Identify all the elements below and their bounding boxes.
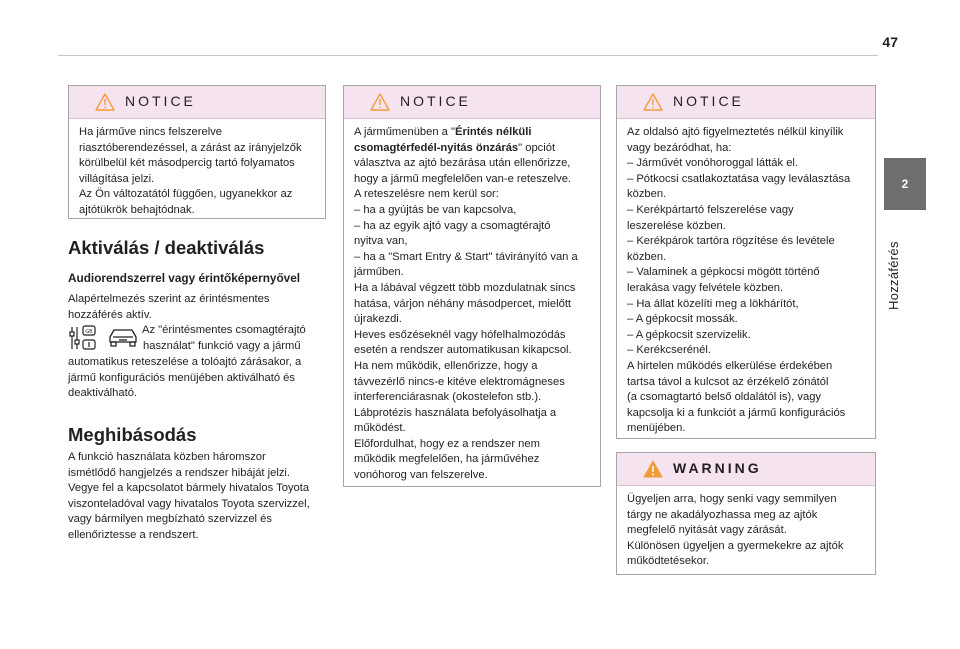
notice-box-3	[616, 85, 876, 439]
text-line: A hirtelen működés elkerülése érdekében	[627, 359, 833, 372]
text-line: ismétlődő hangjelzés a rendszer hibáját jelzi.	[68, 466, 291, 479]
text-line	[354, 125, 590, 141]
bold-text: csomagtérfedél-nyitás önzárás	[354, 141, 519, 154]
notice-body	[69, 119, 325, 219]
side-tab-label-text: Hozzáférés	[886, 241, 901, 310]
car-icon	[106, 323, 140, 353]
section-title-failure: Meghibásodás	[68, 423, 197, 445]
notice-header	[69, 86, 325, 119]
text-line: működik megfelelően, ha járművéhez	[354, 453, 540, 466]
text-line: Ügyeljen arra, hogy senki vagy semmilyen	[627, 493, 837, 505]
text-line: Vegye fel a kapcsolatot bármely hivatalos Toyota	[68, 482, 310, 495]
warning-heading: WARNING	[673, 460, 762, 476]
text-line: – Járművét vonóhoroggal látták el.	[627, 157, 799, 170]
text-line: – Kerékpártartó felszerelése vagy	[627, 203, 794, 216]
warning-box	[616, 452, 876, 575]
page-number: 47	[882, 34, 898, 50]
warning-body	[617, 486, 875, 570]
warning-triangle-outline-icon	[370, 93, 390, 111]
text-line: – Kerékcserénél.	[627, 344, 711, 357]
text-line: riasztóberendezéssel, a zárást az irányjelzők	[79, 141, 302, 154]
side-tab-label	[880, 210, 930, 320]
warning-header	[617, 453, 875, 486]
icon-row	[68, 323, 326, 355]
text-line: viszonteladóval vagy hivatalos Toyota szervizzel,	[68, 497, 310, 510]
text-line: A reteszelésre nem kerül sor:	[354, 188, 499, 201]
warning-triangle-outline-icon	[643, 93, 663, 111]
text-line: ellenőriztesse a rendszert.	[68, 528, 199, 541]
text-line: menüjében.	[627, 422, 686, 435]
text-line: ajtótükrök behajtódnak.	[79, 203, 195, 216]
text-line: működést.	[354, 422, 406, 435]
text-line: – ha a gyújtás be van kapcsolva,	[354, 203, 517, 216]
text-line: leszerelése közben.	[627, 219, 726, 232]
text-line: közben.	[627, 250, 667, 263]
notice-header	[617, 86, 875, 119]
text-line: villágítása jelzi.	[79, 172, 155, 185]
notice-body	[344, 119, 600, 484]
notice-box-2	[343, 85, 601, 487]
top-rule	[58, 55, 878, 56]
section-title-activation: Aktiválás / deaktiválás	[68, 237, 265, 258]
side-tab-number[interactable]: 2	[884, 158, 926, 210]
text-line: Előfordulhat, hogy ez a rendszer nem	[354, 437, 540, 450]
text-line: működtetésekor.	[627, 555, 710, 568]
text-line: Ha járműve nincs felszerelve	[79, 126, 223, 138]
warning-triangle-outline-icon	[95, 93, 115, 111]
text-line: hogy a jármű megfelelően van-e reteszelve.	[354, 172, 572, 185]
svg-text:GB: GB	[85, 329, 93, 336]
text-line: interferenciárasnak (okostelefon stb.).	[354, 391, 542, 404]
text-line: kapcsolja ki a funkciót a jármű konfigurációs	[627, 406, 846, 419]
text-line: lerakása vagy felvétele közben.	[627, 281, 784, 294]
notice-header	[344, 86, 600, 119]
notice-heading: NOTICE	[125, 93, 196, 109]
text-line: Különösen ügyeljen a gyermekekre az ajtók	[627, 539, 844, 552]
text-line: vonóhorog van felszerelve.	[354, 469, 488, 482]
vehicle-settings-icon	[68, 323, 98, 353]
text-line: választva az ajtó bezárása után ellenőrizze,	[354, 157, 571, 170]
text-line: A funkció használata közben háromszor	[68, 450, 266, 463]
text-line: – Ha állat közelíti meg a lökhárítót,	[627, 297, 799, 310]
text-line: Az oldalsó ajtó figyelmeztetés nélkül kinyílik	[627, 126, 844, 138]
text-line: – Valaminek a gépkocsi mögött történő	[627, 266, 820, 279]
text-line: – A gépkocsit szervizelik.	[627, 328, 751, 341]
text-line: távvezérlő nincs-e kitéve elektromágneses	[354, 375, 565, 388]
text-line: – Kerékpárok tartóra rögzítése és levétele	[627, 235, 835, 248]
text-line: – ha az egyik ajtó vagy a csomagtérajtó	[354, 219, 551, 232]
text-line: tárgy ne akadályozhassa meg az ajtók	[627, 508, 818, 521]
text-line: – Pótkocsi csatlakoztatása vagy leválasztása	[627, 172, 851, 185]
section-subtitle: Audiorendszerrel vagy érintőképernyővel	[68, 271, 301, 285]
text-line: vagy bármilyen megbízható szervizzel és	[68, 513, 272, 526]
text-line: vagy bezáródhat, ha:	[627, 141, 732, 154]
text-line: tartsa távol a kulcsot az érzékelő zónától	[627, 375, 829, 388]
text-line: Ha nem működik, ellenőrizze, hogy a	[354, 359, 538, 372]
text-line: Az "érintésmentes csomagtérajtó	[142, 324, 306, 337]
text-line: hozzáférés aktív.	[68, 308, 152, 321]
notice-box-1	[68, 85, 326, 219]
text-span: " opciót	[518, 141, 556, 154]
text-line: (a csomagtartó belső oldalától is), vagy	[627, 391, 822, 404]
text-line: Alapértelmezés szerint az érintésmentes	[68, 293, 270, 305]
text-line: nyitva van,	[354, 235, 408, 248]
text-line: automatikus reteszelése a tolóajtó zárásakor, a	[68, 356, 302, 369]
notice-body	[617, 119, 875, 437]
text-line: körülbelül két másodpercig tartó folyamatos	[79, 157, 295, 170]
text-line: közben.	[627, 188, 667, 201]
icon-group	[68, 323, 140, 353]
text-line: hatása, várjon néhány másodpercet, mielőtt	[354, 297, 572, 310]
text-line: járműben.	[354, 266, 404, 279]
text-line: deaktiválható.	[68, 387, 138, 400]
notice-heading: NOTICE	[400, 93, 471, 109]
text-line: megfelelő nyitását vagy zárását.	[627, 524, 787, 537]
text-line: Lábprotézis használata befolyásolhatja a	[354, 406, 557, 419]
text-line	[354, 141, 590, 157]
text-line: – ha a "Smart Entry & Start" távirányító van a	[354, 250, 578, 263]
warning-triangle-filled-icon	[643, 460, 663, 478]
text-line: Heves esőzéseknél vagy hófelhalmozódás	[354, 328, 566, 341]
bold-text: Érintés nélküli	[455, 126, 532, 138]
text-line: újrakezdi.	[354, 313, 402, 326]
text-line: Az Ön változatától függően, ugyanekkor az	[79, 188, 293, 201]
text-line: Ha a lábával végzett több mozdulatnak sincs	[354, 281, 576, 294]
icon-description	[142, 323, 326, 354]
text-line: jármű konfigurációs menüjében aktiválható és	[68, 371, 295, 384]
notice-heading: NOTICE	[673, 93, 744, 109]
text-span: A járműmenüben a "	[354, 126, 455, 138]
text-line: használat" funkció vagy a jármű	[143, 339, 301, 352]
column-1-sections	[68, 237, 326, 544]
text-line: – A gépkocsit mossák.	[627, 313, 738, 326]
text-line: esetén a rendszer automatikusan kikapcsol.	[354, 344, 572, 357]
